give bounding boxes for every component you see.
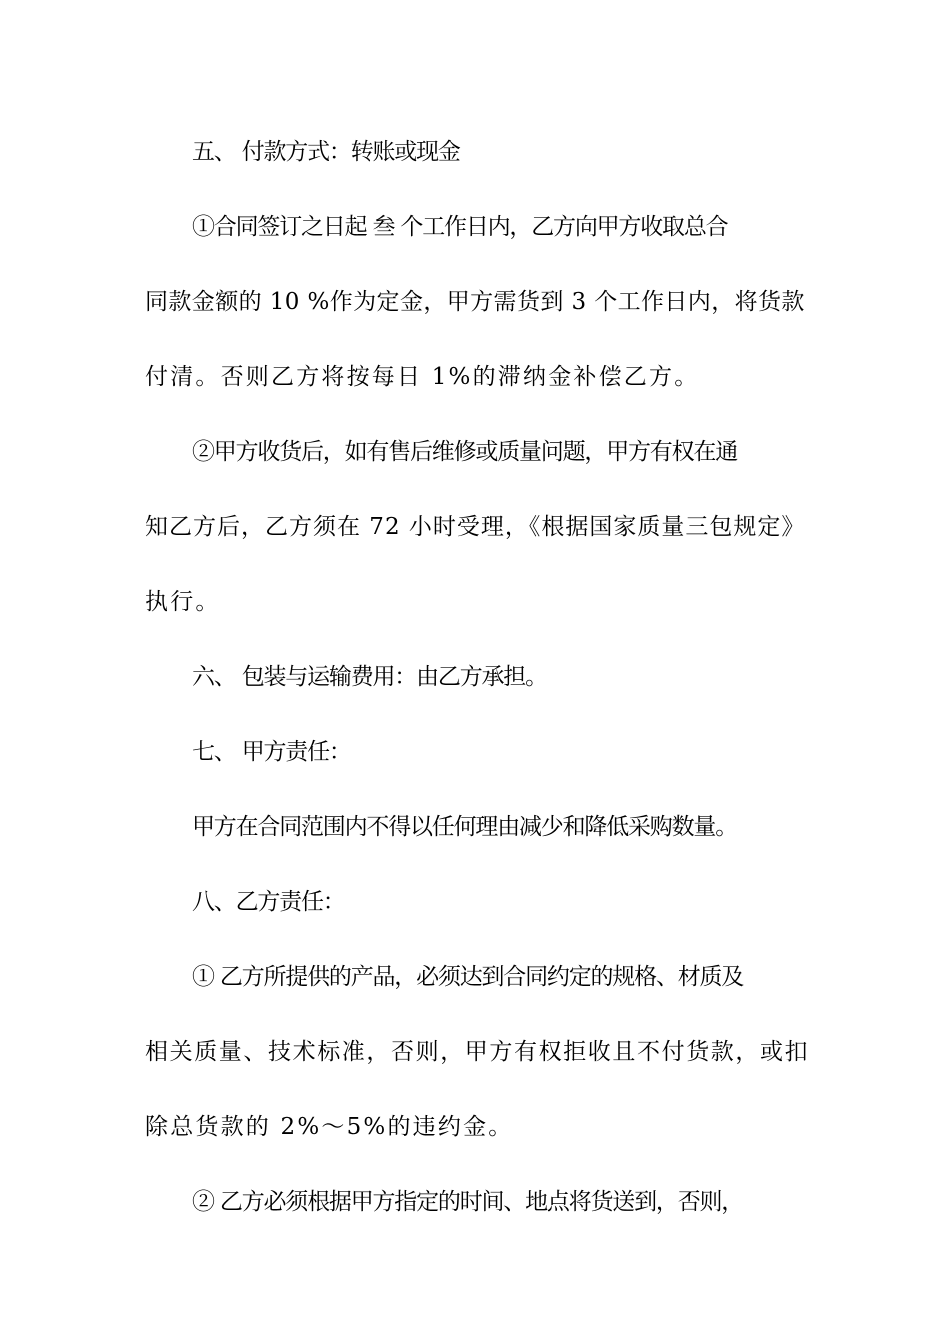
section-8-heading: 八、乙方责任：: [192, 889, 345, 915]
section-7-heading: 七、 甲方责任：: [192, 739, 351, 765]
clause-5-2-line-2: 知乙方后，乙方须在 72 小时受理，《根据国家质量三包规定》: [145, 514, 806, 540]
clause-5-2-line-3: 执行。: [145, 589, 221, 615]
clause-8-1-line-1: ① 乙方所提供的产品，必须达到合同约定的规格、材质及: [192, 964, 744, 990]
section-6-heading: 六、 包装与运输费用：由乙方承担。: [192, 664, 547, 690]
clause-5-1-line-3: 付清。否则乙方将按每日 1%的滞纳金补偿乙方。: [145, 364, 700, 390]
clause-5-1-line-1: ①合同签订之日起 叁 个工作日内，乙方向甲方收取总合: [192, 214, 728, 240]
clause-8-2-line-1: ② 乙方必须根据甲方指定的时间、地点将货送到，否则，: [192, 1189, 744, 1215]
clause-5-2-line-1: ②甲方收货后，如有售后维修或质量问题，甲方有权在通: [192, 439, 738, 465]
section-7-body: 甲方在合同范围内不得以任何理由减少和降低采购数量。: [192, 814, 738, 840]
clause-5-1-line-2: 同款金额的 10 %作为定金，甲方需货到 3 个工作日内，将货款: [145, 289, 805, 315]
clause-8-1-line-2: 相关质量、技术标准，否则，甲方有权拒收且不付货款，或扣: [145, 1039, 810, 1065]
clause-8-1-line-3: 除总货款的 2%～5%的违约金。: [145, 1114, 514, 1140]
section-5-heading: 五、 付款方式：转账或现金: [192, 139, 460, 165]
